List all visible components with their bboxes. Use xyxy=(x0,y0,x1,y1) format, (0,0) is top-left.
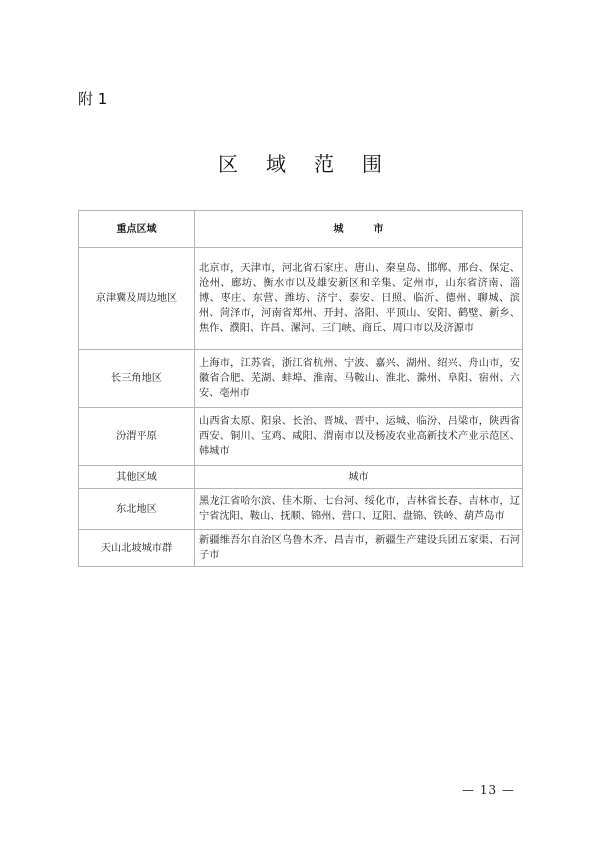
region-cell: 天山北坡城市群 xyxy=(79,530,195,567)
region-cell: 东北地区 xyxy=(79,489,195,530)
table-row xyxy=(79,489,523,530)
table-row xyxy=(79,248,523,350)
header-key-region: 重点区域 xyxy=(79,211,195,248)
table-row xyxy=(79,530,523,567)
page-number: — 13 — xyxy=(462,783,515,797)
table-row xyxy=(79,350,523,408)
table-header-row xyxy=(79,211,523,248)
header-cities: 城 市 xyxy=(195,211,523,248)
region-cell: 长三角地区 xyxy=(79,350,195,408)
regions-table xyxy=(78,210,523,567)
subheader-other-region: 其他区域 xyxy=(79,466,195,489)
subheader-cities: 城市 xyxy=(195,466,523,489)
table-row xyxy=(79,408,523,466)
region-cell: 汾渭平原 xyxy=(79,408,195,466)
cities-cell: 新疆维吾尔自治区乌鲁木齐、昌吉市，新疆生产建设兵团五家渠、石河子市 xyxy=(195,530,523,567)
cities-cell: 北京市，天津市，河北省石家庄、唐山、秦皇岛、邯郸、邢台、保定、沧州、廊坊、衡水市以及雄安新区和辛集、定州市，山东省济南、淄博、枣庄、东营、潍坊、济宁、泰安、日照、临沂、德州、聊城、滨州、菏泽市，河南省郑州、开封、洛阳、平顶山、安阳、鹤壁、新乡、焦作、濮阳、许昌、漯河、三门峡、商丘、周口市以及济源市 xyxy=(195,248,523,350)
region-cell: 京津冀及周边地区 xyxy=(79,248,195,350)
table-subheader-row xyxy=(79,466,523,489)
cities-cell: 山西省太原、阳泉、长治、晋城、晋中、运城、临汾、吕梁市，陕西省西安、铜川、宝鸡、咸阳、渭南市以及杨凌农业高新技术产业示范区、韩城市 xyxy=(195,408,523,466)
cities-cell: 上海市，江苏省，浙江省杭州、宁波、嘉兴、湖州、绍兴、舟山市，安徽省合肥、芜湖、蚌埠、淮南、马鞍山、淮北、滁州、阜阳、宿州、六安、亳州市 xyxy=(195,350,523,408)
annex-label: 附 1 xyxy=(78,90,108,108)
cities-cell: 黑龙江省哈尔滨、佳木斯、七台河、绥化市，吉林省长春、吉林市，辽宁省沈阳、鞍山、抚顺、锦州、营口、辽阳、盘锦、铁岭、葫芦岛市 xyxy=(195,489,523,530)
page-title: 区域范围 xyxy=(218,152,410,176)
